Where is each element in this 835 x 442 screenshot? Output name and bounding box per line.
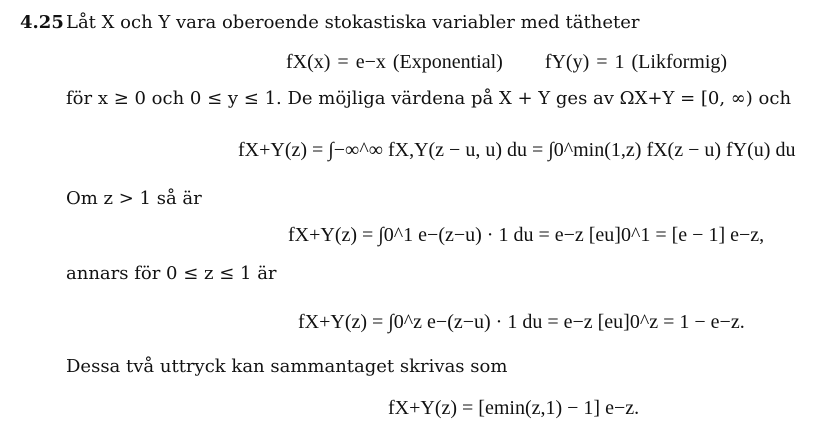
domain-sentence: för x ≥ 0 och 0 ≤ y ≤ 1. De möjliga värdena på X + Y ges av ΩX+Y = [0, ∞) och <box>66 88 792 109</box>
problem-intro: Låt X och Y vara oberoende stokastiska variabler med tätheter <box>66 12 640 33</box>
density-formulas: fX(x) = e−x (Exponential) fY(y) = 1 (Likformig) <box>286 51 728 73</box>
case1-text: Om z > 1 så är <box>66 188 202 209</box>
problem-number: 4.25 <box>20 12 64 33</box>
summary-formula: fX+Y(z) = [emin(z,1) − 1] e−z. <box>388 397 640 419</box>
case2-text: annars för 0 ≤ z ≤ 1 är <box>66 263 277 284</box>
case2-formula: fX+Y(z) = ∫0^z e−(z−u) · 1 du = e−z [eu]0^z = 1 − e−z. <box>298 311 745 333</box>
case1-formula: fX+Y(z) = ∫0^1 e−(z−u) · 1 du = e−z [eu]0^1 = [e − 1] e−z, <box>288 224 765 246</box>
summary-text: Dessa två uttryck kan sammantaget skrivas som <box>66 356 508 377</box>
convolution-formula: fX+Y(z) = ∫−∞^∞ fX,Y(z − u, u) du = ∫0^min(1,z) fX(z − u) fY(u) du <box>238 139 796 161</box>
